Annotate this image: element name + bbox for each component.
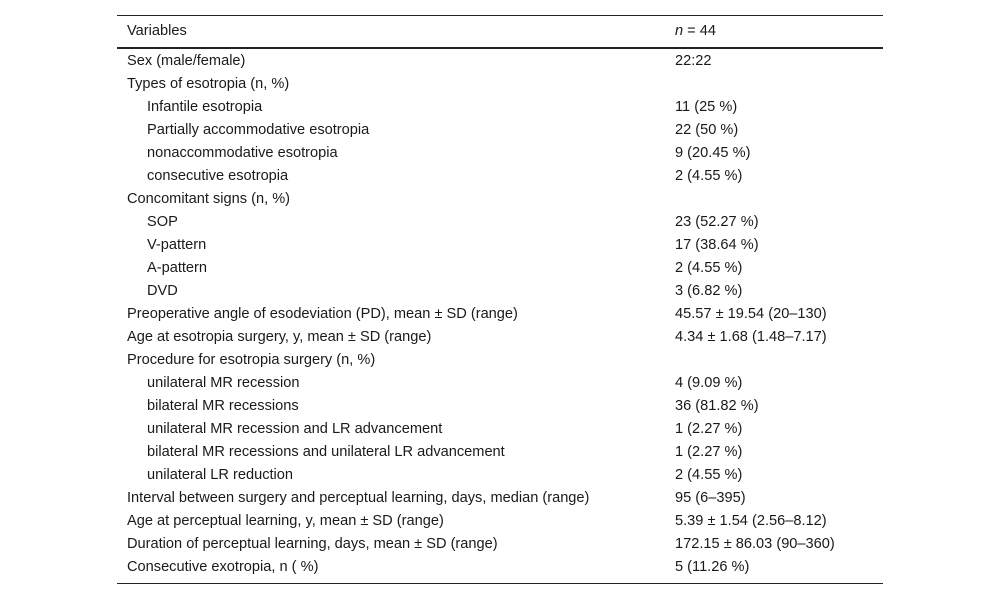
table-row	[117, 165, 883, 188]
header-n-symbol: n	[675, 23, 684, 39]
row-label: Types of esotropia (n, %)	[127, 76, 290, 92]
row-label: Preoperative angle of esodeviation (PD), mean ± SD (range)	[127, 306, 518, 322]
table-row	[117, 533, 883, 556]
row-value: 2 (4.55 %)	[675, 467, 743, 483]
row-value: 3 (6.82 %)	[675, 283, 743, 299]
row-label: Age at esotropia surgery, y, mean ± SD (range)	[127, 329, 432, 345]
row-value: 17 (38.64 %)	[675, 237, 759, 253]
table-row	[117, 188, 883, 211]
table-row	[117, 326, 883, 349]
row-label: nonaccommodative esotropia	[147, 145, 338, 161]
row-label: SOP	[147, 214, 178, 230]
row-label: V-pattern	[147, 237, 207, 253]
table-row	[117, 510, 883, 533]
row-value: 45.57 ± 19.54 (20–130)	[675, 306, 827, 322]
row-value: 11 (25 %)	[675, 99, 738, 115]
row-value: 9 (20.45 %)	[675, 145, 751, 161]
row-value: 95 (6–395)	[675, 490, 746, 506]
row-value: 4 (9.09 %)	[675, 375, 743, 391]
row-label: consecutive esotropia	[147, 168, 289, 184]
table-header-row	[117, 16, 883, 47]
characteristics-table	[117, 15, 883, 584]
row-label: DVD	[147, 283, 178, 299]
row-label: Age at perceptual learning, y, mean ± SD (range)	[127, 513, 444, 529]
table-row	[117, 303, 883, 326]
row-label: Sex (male/female)	[127, 53, 246, 69]
row-label: bilateral MR recessions	[147, 398, 299, 414]
table-row	[117, 280, 883, 303]
row-value: 4.34 ± 1.68 (1.48–7.17)	[675, 329, 827, 345]
row-value: 36 (81.82 %)	[675, 398, 759, 414]
row-label: unilateral MR recession and LR advancement	[147, 421, 443, 437]
row-label: A-pattern	[147, 260, 208, 276]
table-row	[117, 464, 883, 487]
row-value: 5 (11.26 %)	[675, 559, 750, 575]
row-value: 22:22	[675, 53, 712, 69]
row-label: Concomitant signs (n, %)	[127, 191, 291, 207]
row-value: 23 (52.27 %)	[675, 214, 759, 230]
row-label: unilateral LR reduction	[147, 467, 294, 483]
row-label: bilateral MR recessions and unilateral LR advancement	[147, 444, 505, 460]
table-row	[117, 418, 883, 441]
table-row	[117, 50, 883, 73]
row-label: Partially accommodative esotropia	[147, 122, 370, 138]
row-value: 1 (2.27 %)	[675, 421, 743, 437]
row-label: Infantile esotropia	[147, 99, 263, 115]
table-bottom-rule	[117, 583, 883, 584]
row-label: Procedure for esotropia surgery (n, %)	[127, 352, 376, 368]
row-value: 2 (4.55 %)	[675, 168, 743, 184]
table-row	[117, 441, 883, 464]
table-row	[117, 395, 883, 418]
table-row	[117, 211, 883, 234]
header-variables: Variables	[127, 23, 187, 39]
table-row	[117, 234, 883, 257]
table-row	[117, 73, 883, 96]
table-row	[117, 96, 883, 119]
row-value: 1 (2.27 %)	[675, 444, 743, 460]
header-n-value: = 44	[683, 23, 716, 39]
row-label: Duration of perceptual learning, days, mean ± SD (range)	[127, 536, 498, 552]
row-value: 5.39 ± 1.54 (2.56–8.12)	[675, 513, 827, 529]
table-body	[117, 49, 883, 583]
row-value: 22 (50 %)	[675, 122, 739, 138]
table-row	[117, 487, 883, 510]
row-value: 172.15 ± 86.03 (90–360)	[675, 536, 835, 552]
table-row	[117, 372, 883, 395]
header-sample-size	[665, 20, 883, 43]
table-row	[117, 556, 883, 579]
table-row	[117, 257, 883, 280]
row-value: 2 (4.55 %)	[675, 260, 743, 276]
row-label: Interval between surgery and perceptual learning, days, median (range)	[127, 490, 590, 506]
table-row	[117, 349, 883, 372]
table-row	[117, 142, 883, 165]
row-label: unilateral MR recession	[147, 375, 300, 391]
table-row	[117, 119, 883, 142]
row-label: Consecutive exotropia, n ( %)	[127, 559, 319, 575]
